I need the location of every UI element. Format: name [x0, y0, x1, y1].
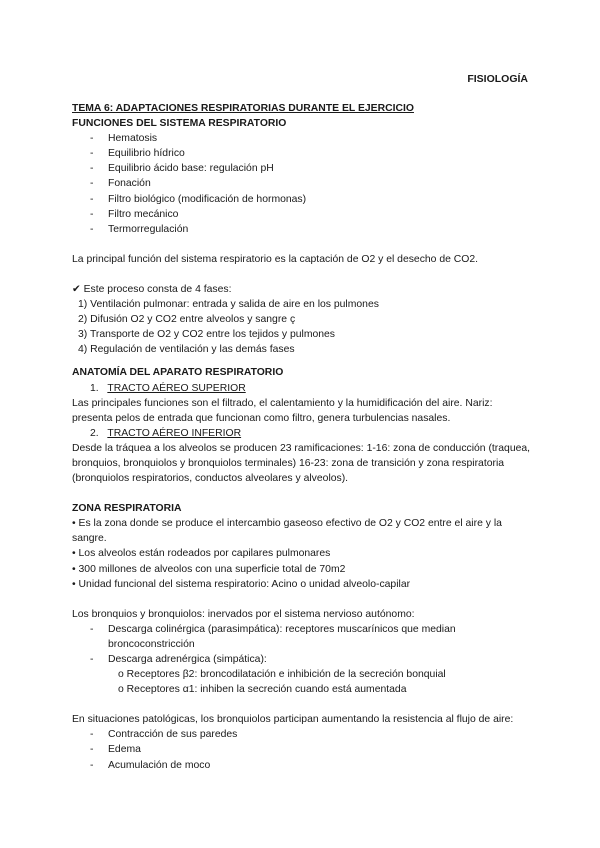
list-item: - Equilibrio ácido base: regulación pH [72, 161, 532, 176]
fases-list [72, 297, 532, 357]
list-item: - Contracción de sus paredes [72, 727, 532, 742]
list-item: - Acumulación de moco [72, 758, 532, 773]
list-item: - Filtro mecánico [72, 207, 532, 222]
funciones-list [72, 131, 532, 237]
patologicas-list [72, 727, 532, 772]
list-item: - Edema [72, 742, 532, 757]
zona-item-text: 300 millones de alveolos con una superficie total de 70m2 [78, 563, 346, 575]
list-item: o Receptores β2: broncodilatación e inhibición de la secreción bonquial [118, 669, 446, 681]
bronquios-intro: Los bronquios y bronquiolos: inervados por el sistema nervioso autónomo: [72, 608, 415, 620]
fases-intro [72, 282, 532, 297]
list-item: 1) Ventilación pulmonar: entrada y salida de aire en los pulmones [78, 299, 379, 311]
check-icon: ✔ [72, 283, 81, 295]
tracto-superior-title: TRACTO AÉREO SUPERIOR [107, 382, 246, 394]
list-item: - Equilibrio hídrico [72, 146, 532, 161]
tracto-superior-number: 1. [90, 382, 99, 394]
document-content [72, 101, 532, 773]
receptores-list [72, 667, 532, 697]
topic-title: TEMA 6: ADAPTACIONES RESPIRATORIAS DURANTE EL EJERCICIO [72, 103, 414, 114]
zona-item-text: Los alveolos están rodeados por capilares pulmonares [78, 548, 331, 560]
zona-item-text: Es la zona donde se produce el intercambio gaseoso efectivo de O2 y CO2 entre el aire y la sangre. [72, 518, 502, 545]
fases-intro-text: Este proceso consta de 4 fases: [83, 283, 232, 295]
zona-item [72, 546, 532, 561]
tracto-inferior-item [72, 426, 532, 441]
tracto-inferior-number: 2. [90, 427, 99, 439]
list-item: o Receptores α1: inhiben la secreción cuando está aumentada [118, 684, 407, 696]
list-item: - Descarga adrenérgica (simpática): [72, 652, 532, 667]
list-item: 3) Transporte de O2 y CO2 entre los tejidos y pulmones [78, 329, 336, 341]
zona-item-text: Unidad funcional del sistema respiratorio: Acino o unidad alveolo-capilar [78, 578, 411, 590]
bullet-icon: • [72, 563, 76, 575]
list-item: 2) Difusión O2 y CO2 entre alveolos y sangre ç [78, 314, 296, 326]
anatomia-heading: ANATOMÍA DEL APARATO RESPIRATORIO [72, 367, 284, 379]
funciones-heading: FUNCIONES DEL SISTEMA RESPIRATORIO [72, 118, 287, 130]
zona-heading: ZONA RESPIRATORIA [72, 503, 182, 515]
tracto-superior-text: Las principales funciones son el filtrado, el calentamiento y la humidificación del aire. Nariz: presenta pelos de entrada que funcionan como filtro, genera turbulencias nasales. [72, 397, 493, 424]
list-item: - Hematosis [72, 131, 532, 146]
patologicas-intro: En situaciones patológicas, los bronquiolos participan aumentando la resistencia al flujo de aire: [72, 714, 514, 726]
bullet-icon: • [72, 578, 76, 590]
list-item: - Termorregulación [72, 222, 532, 237]
list-item: - Fonación [72, 176, 532, 191]
zona-item [72, 577, 532, 592]
zona-item [72, 516, 532, 546]
bullet-icon: • [72, 518, 76, 530]
bullet-icon: • [72, 548, 76, 560]
bronquios-list [72, 622, 532, 667]
zona-item [72, 562, 532, 577]
tracto-superior-item [72, 381, 532, 396]
list-item: 4) Regulación de ventilación y las demás fases [78, 344, 295, 356]
list-item: - Descarga colinérgica (parasimpática): receptores muscarínicos que median broncoconstricción [72, 622, 532, 652]
tracto-inferior-text: Desde la tráquea a los alveolos se producen 23 ramificaciones: 1-16: zona de conducción (traquea, bronquios, bronquiolos y bronquiolos terminales) 16-23: zona de transición y zona respiratoria (bronquiolos respiratorios, conductos alveolares y alveolos). [72, 442, 531, 485]
tracto-inferior-title: TRACTO AÉREO INFERIOR [107, 427, 242, 439]
list-item: - Filtro biológico (modificación de hormonas) [72, 192, 532, 207]
principal-paragraph: La principal función del sistema respiratorio es la captación de O2 y el desecho de CO2. [72, 253, 479, 265]
subject-header: FISIOLOGÍA [467, 73, 528, 85]
